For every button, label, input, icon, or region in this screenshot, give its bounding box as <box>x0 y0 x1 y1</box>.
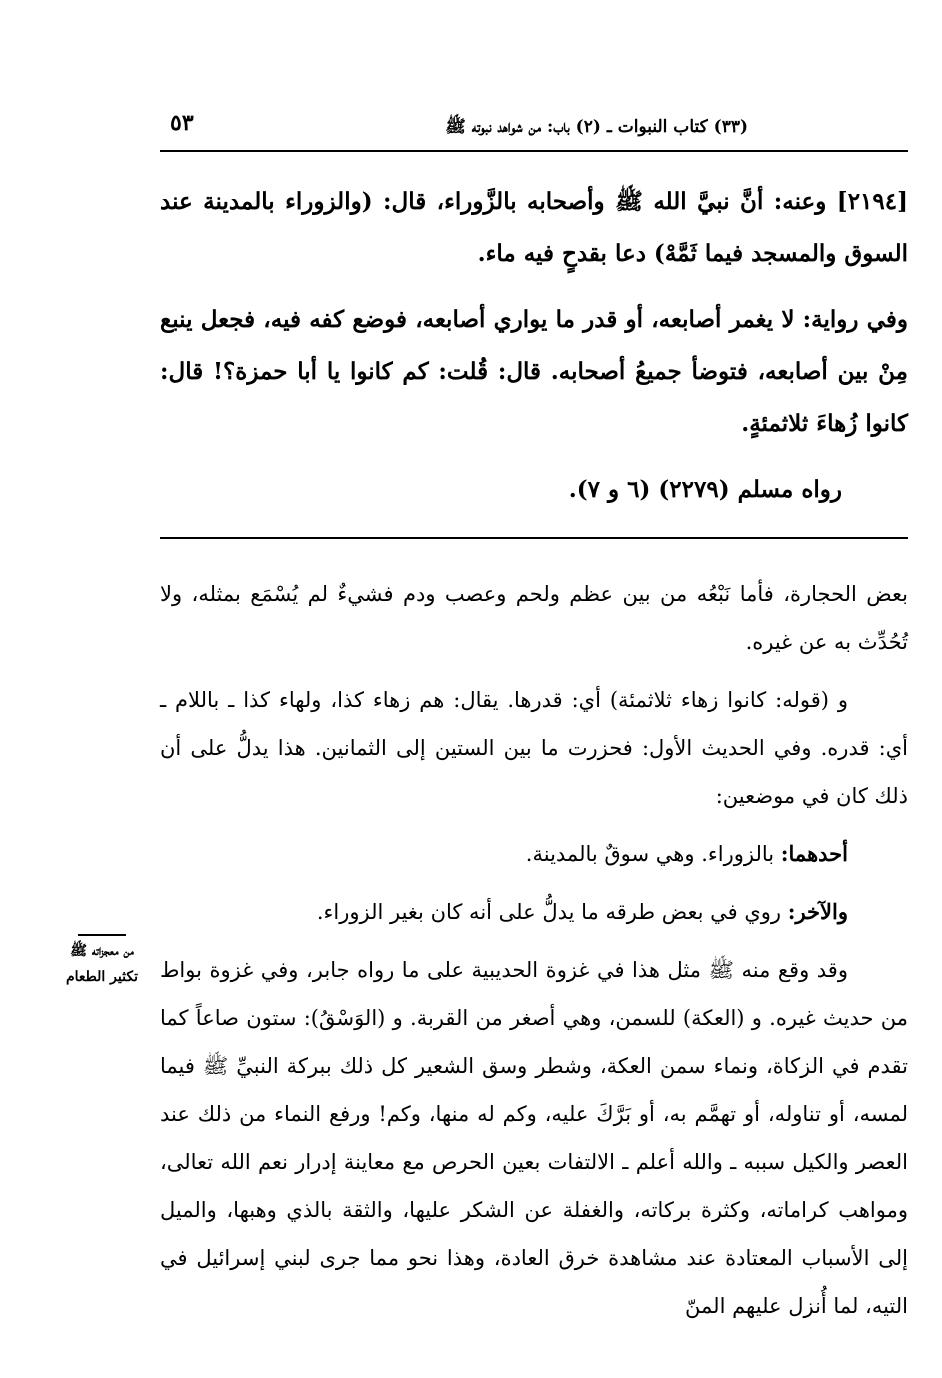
hadith-source: رواه مسلم (٢٢٧٩) (٦ و ٧). <box>568 476 842 503</box>
hadith-paragraph: [٢١٩٤] وعنه: أنَّ نبيَّ الله ﷺ وأصحابه بالزَّوراء، قال: (والزوراء بالمدينة عند السوق والمسجد فيما ثَمَّهْ) دعا بقدحٍ فيه ماء. <box>160 188 908 267</box>
running-title: (٣٣) كتاب النبوات ـ (٢) باب: من شواهد نبوته ﷺ <box>445 117 748 137</box>
commentary-paragraph: بعض الحجارة، فأما نَبْعُه من بين عظم ولحم وعصب ودم فشيءٌ لم يُسْمَع بمثله، ولا تُحُدِّث به عن غيره. <box>160 582 908 654</box>
hadith-paragraph: وفي رواية: لا يغمر أصابعه، أو قدر ما يواري أصابعه، فوضع كفه فيه، فجعل ينبع مِنْ بين أصابعه، فتوضأ جميعُ أصحابه. قال: قُلت: كم كانوا يا أبا حمزة؟! قال: كانوا زُهاءَ ثلاثمئةٍ. <box>160 306 908 437</box>
margin-note-rule <box>78 934 126 936</box>
commentary-paragraph <box>160 888 908 936</box>
second-location-text: روي في بعض طرقه ما يدلُّ على أنه كان بغير الزوراء. <box>316 900 788 924</box>
commentary-paragraph: وقد وقع منه ﷺ مثل هذا في غزوة الحديبية على ما رواه جابر، وفي غزوة بواط من حديث غيره. و (العكة) للسمن، وهي أصغر من القربة. و (الوَسْقُ): ستون صاعاً كما تقدم في الزكاة، ونماء سمن العكة، وشطر وسق الشعير كل ذلك ببركة النبيِّ ﷺ فيما لمسه، أو تناوله، أو تهمَّم به، أو بَرَّكَ عليه، وكم له منها، وكم! ورفع النماء من ذلك عند العصر والكيل سببه ـ والله أعلم ـ الالتفات بعين الحرص مع معاينة إدرار نعم الله تعالى، ومواهب كراماته، وكثرة بركاته، والغفلة عن الشكر عليها، والثقة بالذي وهبها، والميل إلى الأسباب المعتادة عند مشاهدة خرق العادة، وهذا نحو مما جرى لبني إسرائيل في التيه، لما أُنزل عليهم المنّ <box>160 958 908 1318</box>
margin-note-line: من معجزاته ﷺ <box>70 943 134 959</box>
margin-note <box>52 934 152 990</box>
commentary-paragraph: و (قوله: كانوا زهاء ثلاثمئة) أي: قدرها. يقال: هم زهاء كذا، ولهاء كذا ـ باللام ـ أي: قدره. وفي الحديث الأول: فحزرت ما بين الستين إلى الثمانين. هذا يدلُّ على أن ذلك كان في موضعين: <box>160 688 908 808</box>
first-location-label: أحدهما: <box>780 841 848 866</box>
footnote-divider <box>160 537 908 539</box>
hadith-text <box>160 176 908 516</box>
page-number: ٥٣ <box>170 110 194 136</box>
commentary-paragraph <box>160 830 908 878</box>
second-location-label: والآخر: <box>787 899 848 924</box>
first-location-text: بالزوراء. وهي سوقٌ بالمدينة. <box>525 842 781 866</box>
commentary-text <box>160 570 908 1330</box>
margin-note-line: تكثير الطعام <box>65 969 138 985</box>
page-header <box>160 110 908 152</box>
